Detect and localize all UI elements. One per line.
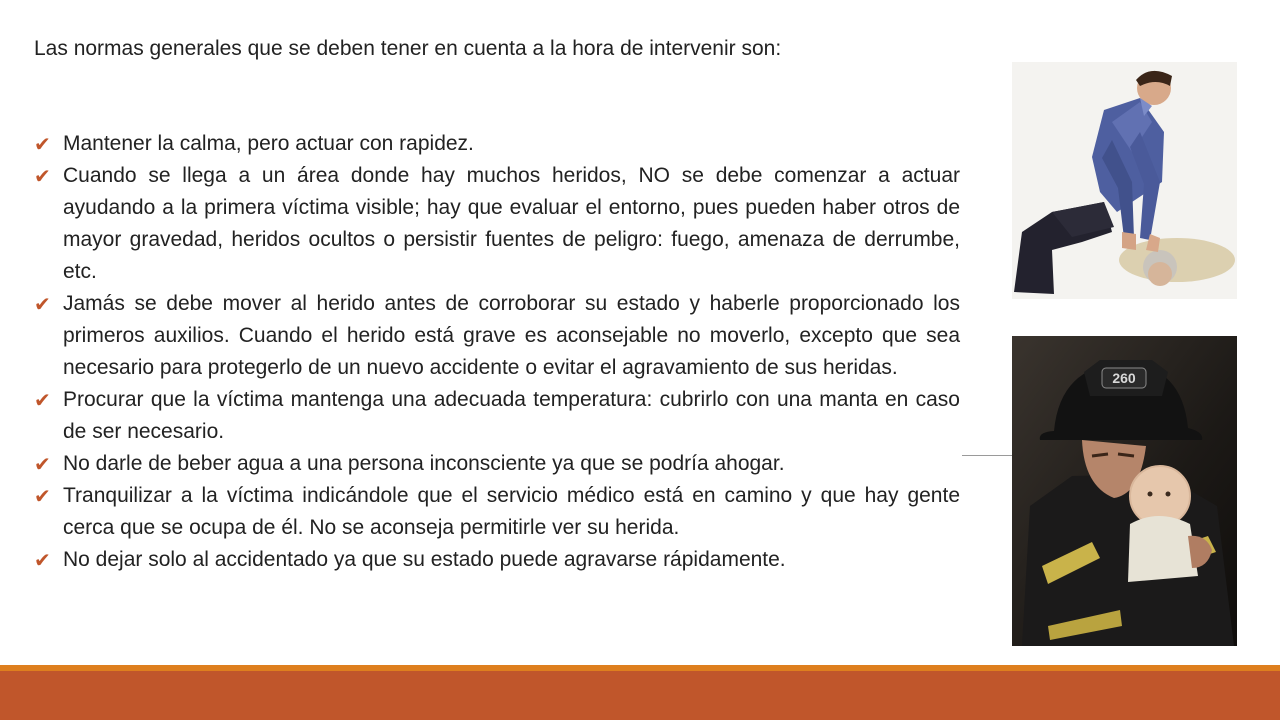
slide-heading: Las normas generales que se deben tener en cuenta a la hora de intervenir son: <box>34 37 782 60</box>
bullet-text: Mantener la calma, pero actuar con rapidez. <box>63 132 474 155</box>
bullet-text: No darle de beber agua a una persona inconsciente ya que se podría ahogar. <box>63 452 785 475</box>
checkmark-icon: ✔ <box>34 132 51 156</box>
bullet-text: No dejar solo al accidentado ya que su estado puede agravarse rápidamente. <box>63 548 786 571</box>
bullet-text: Tranquilizar a la víctima indicándole que el servicio médico está en camino y que hay gente cerca que se ocupa de él. No se aconseja permitirle ver su herida. <box>63 484 960 539</box>
firefighter-illustration <box>1012 336 1237 646</box>
bullet-item <box>34 160 960 288</box>
bullet-item <box>34 448 960 480</box>
bullet-text: Cuando se llega a un área donde hay muchos heridos, NO se debe comenzar a actuar ayudando a la primera víctima visible; hay que evaluar el entorno, pues pueden haber otros de mayor gravedad, heridos ocultos o persistir fuentes de peligro: fuego, amenaza de derrumbe, etc. <box>63 164 960 283</box>
cpr-illustration <box>1012 62 1237 299</box>
checkmark-icon: ✔ <box>34 388 51 412</box>
checkmark-icon: ✔ <box>34 548 51 572</box>
firefighter-photo <box>1012 336 1237 646</box>
connector-line <box>962 455 1012 456</box>
checkmark-icon: ✔ <box>34 484 51 508</box>
checkmark-icon: ✔ <box>34 164 51 188</box>
bullet-text: Jamás se debe mover al herido antes de corroborar su estado y haberle proporcionado los primeros auxilios. Cuando el herido está grave es aconsejable no moverlo, excepto que sea necesario para protegerlo de un nuevo accidente o evitar el agravamiento de sus heridas. <box>63 292 960 379</box>
bullet-list <box>34 128 960 576</box>
bullet-item <box>34 128 960 160</box>
bullet-item <box>34 384 960 448</box>
footer-bar <box>0 671 1280 720</box>
checkmark-icon: ✔ <box>34 452 51 476</box>
bullet-item <box>34 288 960 384</box>
bullet-text: Procurar que la víctima mantenga una adecuada temperatura: cubrirlo con una manta en caso de ser necesario. <box>63 388 960 443</box>
helmet-number: 260 <box>1112 370 1136 386</box>
checkmark-icon: ✔ <box>34 292 51 316</box>
bullet-item <box>34 480 960 544</box>
bullet-item <box>34 544 960 576</box>
cpr-photo <box>1012 62 1237 299</box>
